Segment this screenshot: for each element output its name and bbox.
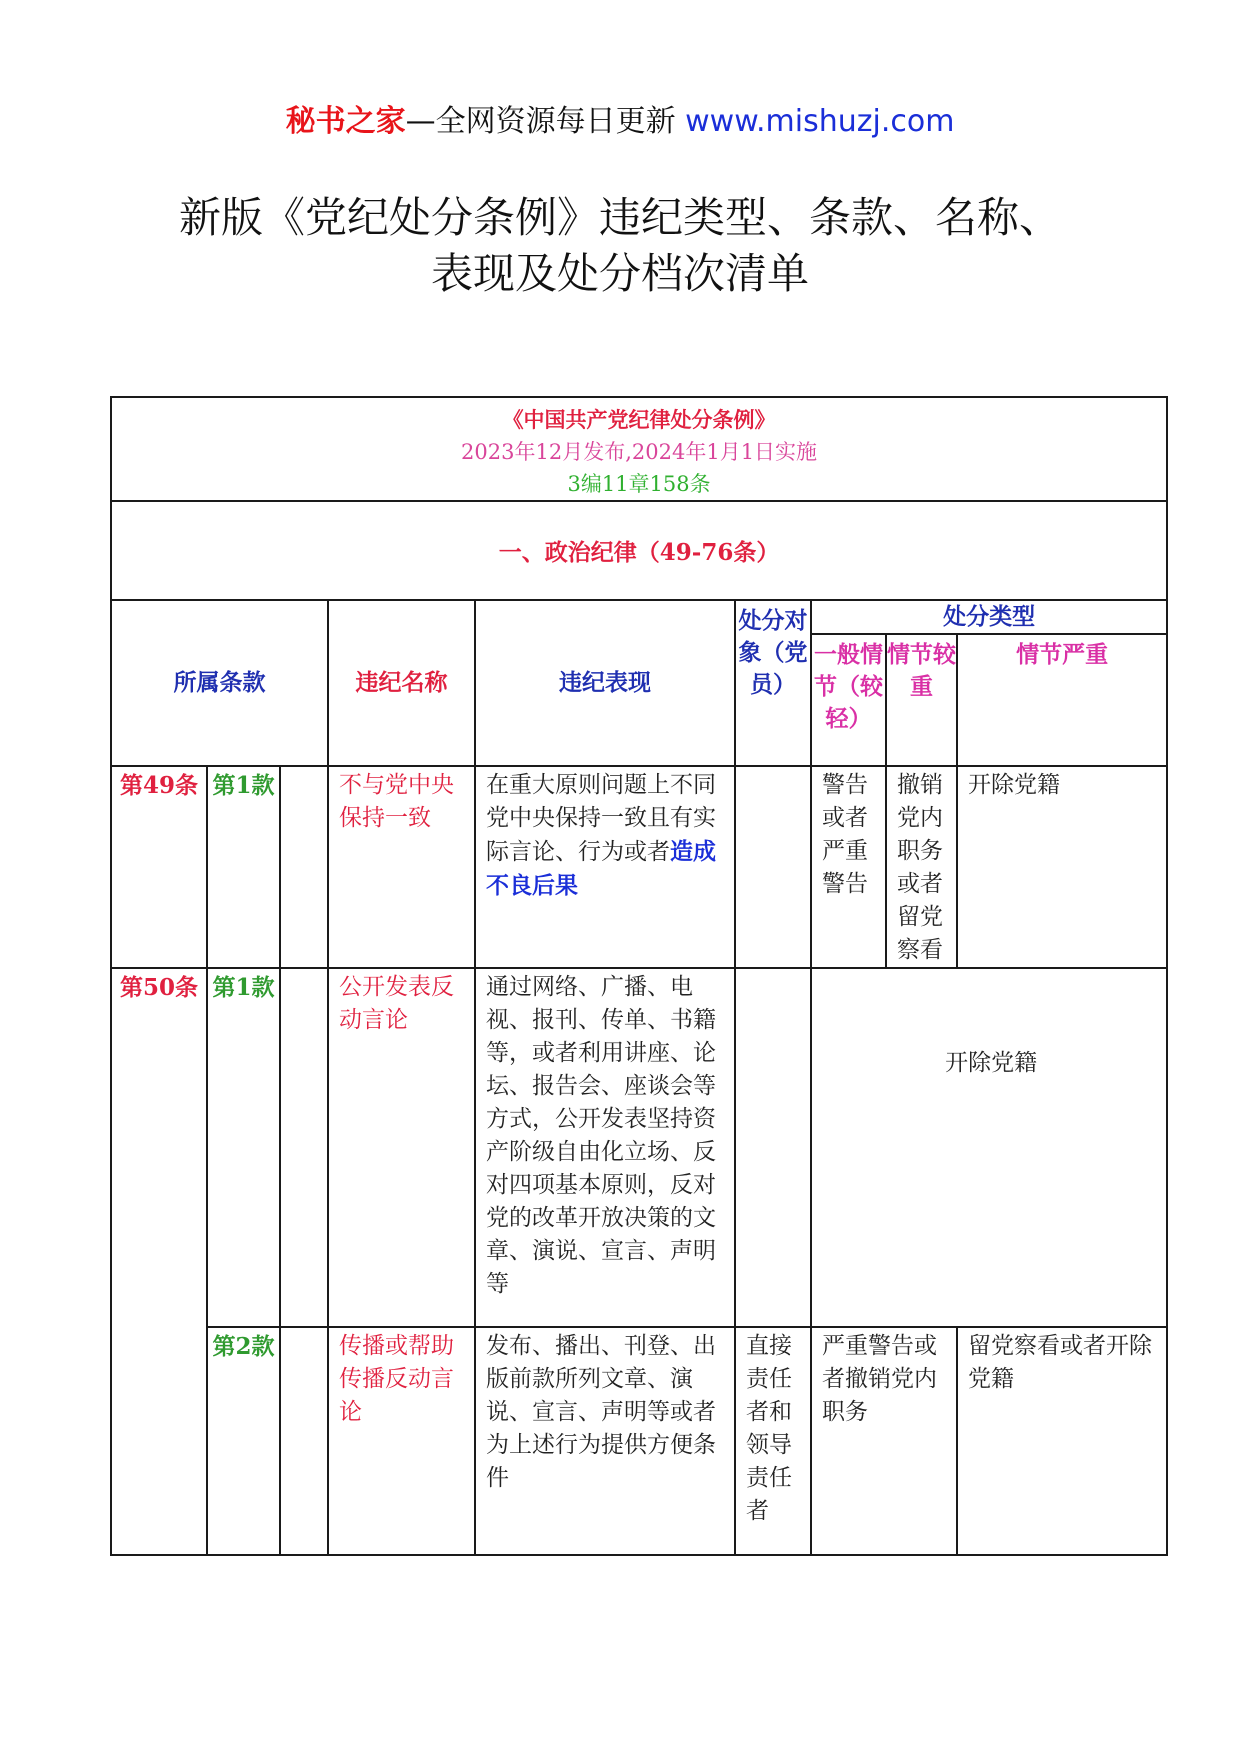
empty-cell xyxy=(280,968,328,1327)
behavior-highlight: 造成不良后果 xyxy=(486,838,716,899)
penalty-target xyxy=(735,766,811,968)
document-title xyxy=(110,190,1130,302)
header-serious: 情节严重 xyxy=(957,634,1167,766)
violation-name: 公开发表反动言论 xyxy=(328,968,475,1327)
header-clause: 所属条款 xyxy=(111,600,328,766)
behavior-text: 在重大原则问题上不同党中央保持一致且有实际言论、行为或者 xyxy=(486,772,716,865)
table-row xyxy=(111,766,1167,968)
violation-name: 不与党中央保持一致 xyxy=(328,766,475,968)
section-heading: 一、政治纪律（49-76条） xyxy=(111,501,1167,600)
article-cell: 第50条 xyxy=(111,968,207,1555)
violation-behavior: 通过网络、广播、电视、报刊、传单、书籍等，或者利用讲座、论坛、报告会、座谈会等方式，公开发表坚持资产阶级自由化立场、反对四项基本原则，反对党的改革开放决策的文章、演说、宣言、声明等 xyxy=(475,968,735,1327)
regulation-name: 《中国共产党纪律处分条例》 xyxy=(502,407,776,432)
penalty-serious: 开除党籍 xyxy=(957,766,1167,968)
header-general: 一般情节（较轻） xyxy=(811,634,886,766)
header-target-label: 处分对象（党员） xyxy=(738,607,808,698)
brand-name: 秘书之家 xyxy=(285,104,406,139)
violation-name: 传播或帮助传播反动言论 xyxy=(328,1327,475,1555)
tagline: —全网资源每日更新 xyxy=(405,104,676,139)
title-line-2: 表现及处分档次清单 xyxy=(430,249,809,298)
regulation-dates: 2023年12月发布,2024年1月1日实施 xyxy=(461,440,818,464)
empty-cell xyxy=(280,1327,328,1555)
article-cell: 第49条 xyxy=(111,766,207,968)
penalty-all: 开除党籍 xyxy=(811,968,1167,1327)
violation-behavior xyxy=(475,766,735,968)
clause-cell: 第1款 xyxy=(207,968,280,1327)
header-target xyxy=(735,600,811,766)
clause-cell: 第1款 xyxy=(207,766,280,968)
penalty-general: 警告或者严重警告 xyxy=(811,766,886,968)
header-penalty-type: 处分类型 xyxy=(811,600,1167,634)
penalty-heavier: 撤销党内职务或者留党察看 xyxy=(886,766,957,968)
site-url-link[interactable]: www.mishuzj.com xyxy=(685,104,955,139)
site-header xyxy=(0,100,1240,144)
clause-cell: 第2款 xyxy=(207,1327,280,1555)
regulation-banner xyxy=(111,397,1167,501)
penalty-target xyxy=(735,968,811,1327)
violation-behavior: 发布、播出、刊登、出版前款所列文章、演说、宣言、声明等或者为上述行为提供方便条件 xyxy=(475,1327,735,1555)
regulation-structure: 3编11章158条 xyxy=(567,472,711,496)
empty-cell xyxy=(280,766,328,968)
title-line-1: 新版《党纪处分条例》违纪类型、条款、名称、 xyxy=(178,193,1061,242)
penalty-target: 直接责任者和领导责任者 xyxy=(735,1327,811,1555)
header-behavior: 违纪表现 xyxy=(475,600,735,766)
table-row xyxy=(111,1327,1167,1555)
table-row xyxy=(111,968,1167,1327)
discipline-table xyxy=(110,396,1168,1556)
header-heavier: 情节较重 xyxy=(886,634,957,766)
penalty-serious: 留党察看或者开除党籍 xyxy=(957,1327,1167,1555)
header-name: 违纪名称 xyxy=(328,600,475,766)
penalty-general-heavier: 严重警告或者撤销党内职务 xyxy=(811,1327,957,1555)
